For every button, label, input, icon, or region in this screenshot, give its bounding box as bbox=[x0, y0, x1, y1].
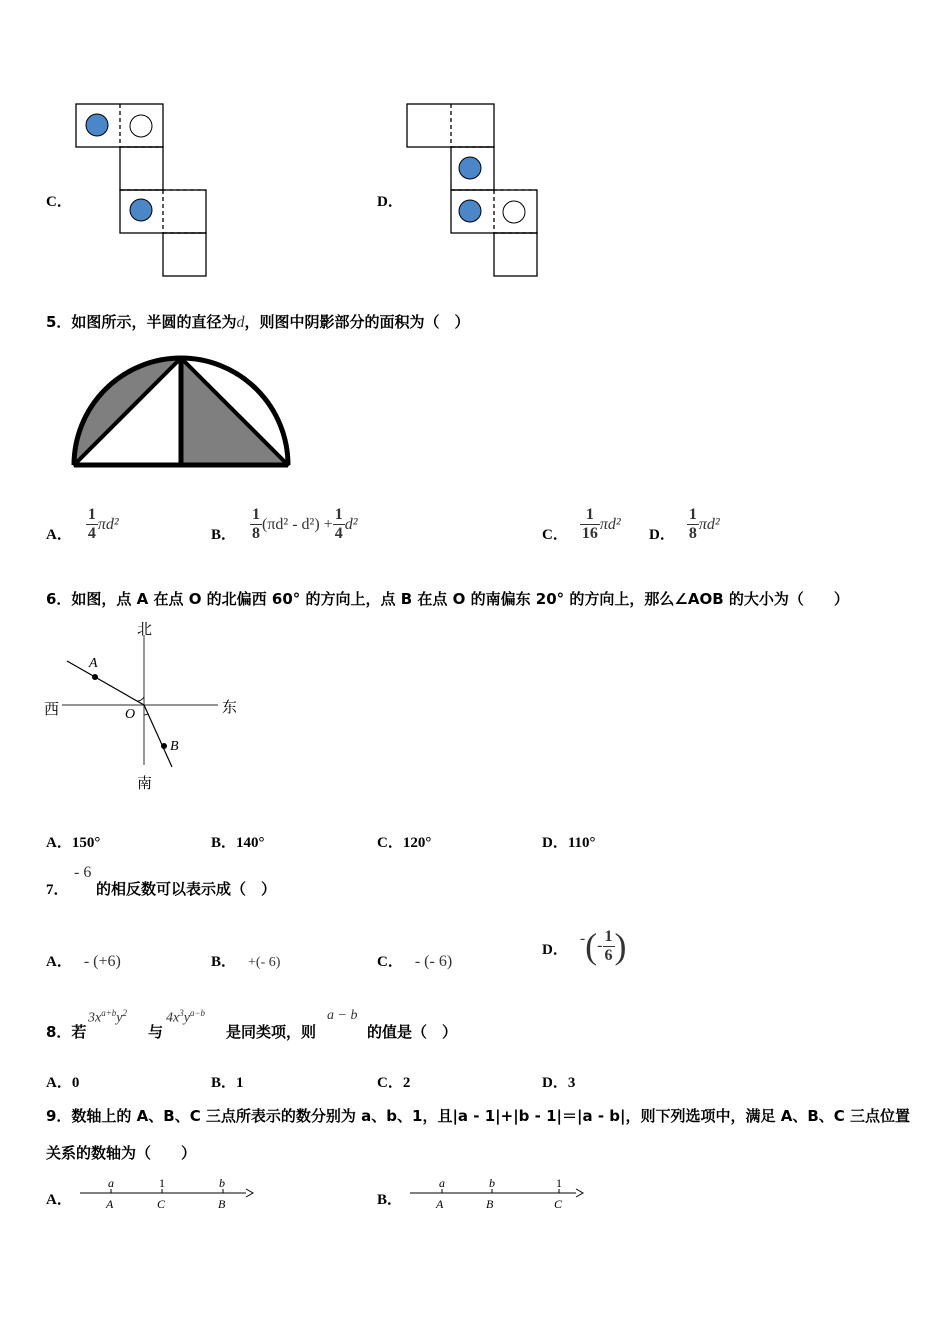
q5-stem: 5．如图所示，半圆的直径为d，则图中阴影部分的面积为（ ） bbox=[46, 313, 470, 331]
number-line-a bbox=[78, 1176, 258, 1216]
q8-option-a[interactable]: A．0 bbox=[46, 1075, 80, 1091]
point-b-dot bbox=[161, 743, 167, 749]
q7-option-b[interactable]: B． +(- 6) bbox=[211, 954, 281, 970]
point-label: C bbox=[554, 1197, 563, 1211]
q8-term1: $3x^{a+b}y^2$ bbox=[88, 1008, 128, 1026]
q7-option-d[interactable]: D． - ( - $\frac{1}{6}$ ) bbox=[542, 926, 627, 966]
q8-number: 8．若 bbox=[46, 1023, 87, 1041]
q7-number: 7． bbox=[46, 882, 69, 898]
q8-option-d[interactable]: D．3 bbox=[542, 1075, 576, 1091]
point-a-dot bbox=[92, 674, 98, 680]
q7-option-a[interactable]: A． - (+6) bbox=[46, 953, 121, 970]
net-figure-d bbox=[0, 0, 950, 300]
q7-option-c[interactable]: C． - (- 6) bbox=[377, 953, 453, 970]
q5-option-a[interactable]: A． $\frac{1}{4}$ πd² bbox=[46, 506, 119, 543]
point-label: C bbox=[157, 1197, 166, 1211]
tick-label: b bbox=[219, 1176, 225, 1190]
option-c-label: C． bbox=[46, 194, 72, 210]
dir-south: 南 bbox=[137, 774, 153, 792]
q9-stem-line2: 关系的数轴为（ ） bbox=[46, 1144, 197, 1162]
q8-connector: 与 bbox=[148, 1023, 164, 1041]
option-d-label: D． bbox=[377, 194, 403, 210]
q5-option-c[interactable]: C． $\frac{1}{16}$ πd² bbox=[542, 506, 621, 543]
q9-option-a-label[interactable]: A． bbox=[46, 1192, 72, 1208]
q7-stem: 的相反数可以表示成（ ） bbox=[96, 880, 277, 898]
q8-option-c[interactable]: C．2 bbox=[377, 1075, 411, 1091]
dir-north: 北 bbox=[137, 620, 153, 638]
tick-label: 1 bbox=[556, 1176, 562, 1190]
point-label: B bbox=[486, 1197, 494, 1211]
dir-west: 西 bbox=[44, 700, 60, 718]
q9-stem-line1: 9．数轴上的 A、B、C 三点所表示的数分别为 a、b、1，且|a - 1|+|b - 1|＝|a - b|，则下列选项中，满足 A、B、C 三点位置 bbox=[46, 1107, 910, 1125]
q8-middle: 是同类项，则 bbox=[226, 1023, 317, 1041]
q7-value: - 6 bbox=[74, 864, 92, 881]
q9-option-b-label[interactable]: B． bbox=[377, 1192, 403, 1208]
label-o: O bbox=[125, 707, 136, 722]
filled-dot bbox=[459, 200, 481, 222]
point-label: A bbox=[106, 1197, 114, 1211]
q6-option-b[interactable]: B．140° bbox=[211, 835, 265, 851]
q6-option-d[interactable]: D．110° bbox=[542, 835, 596, 851]
label-a: A bbox=[89, 656, 98, 671]
semicircle-figure bbox=[70, 350, 295, 470]
compass-figure bbox=[40, 615, 250, 795]
dir-east: 东 bbox=[222, 698, 238, 716]
q5-option-d[interactable]: D． $\frac{1}{8}$ πd² bbox=[649, 506, 720, 543]
tick-label: 1 bbox=[159, 1176, 165, 1190]
q6-option-c[interactable]: C．120° bbox=[377, 835, 432, 851]
q6-option-a[interactable]: A．150° bbox=[46, 835, 101, 851]
tick-label: a bbox=[108, 1176, 114, 1190]
q6-stem: 6．如图，点 A 在点 O 的北偏西 60° 的方向上，点 B 在点 O 的南偏东 20° 的方向上，那么∠AOB 的大小为（ ） bbox=[46, 590, 849, 608]
q8-term2: $4x^3y^{a-b}$ bbox=[166, 1008, 206, 1026]
point-label: B bbox=[218, 1197, 226, 1211]
tick-label: b bbox=[489, 1176, 495, 1190]
tick-label: a bbox=[439, 1176, 445, 1190]
q8-tail: 的值是（ ） bbox=[367, 1023, 458, 1041]
q8-expr: a − b bbox=[327, 1008, 358, 1023]
label-b: B bbox=[170, 739, 179, 754]
q5-option-b[interactable]: B． $\frac{1}{8}$ (πd² - d²) + $\frac{1}{4}$ d² bbox=[211, 506, 358, 543]
filled-dot bbox=[459, 157, 481, 179]
q8-option-b[interactable]: B．1 bbox=[211, 1075, 244, 1091]
hollow-dot bbox=[503, 201, 525, 223]
point-label: A bbox=[436, 1197, 444, 1211]
